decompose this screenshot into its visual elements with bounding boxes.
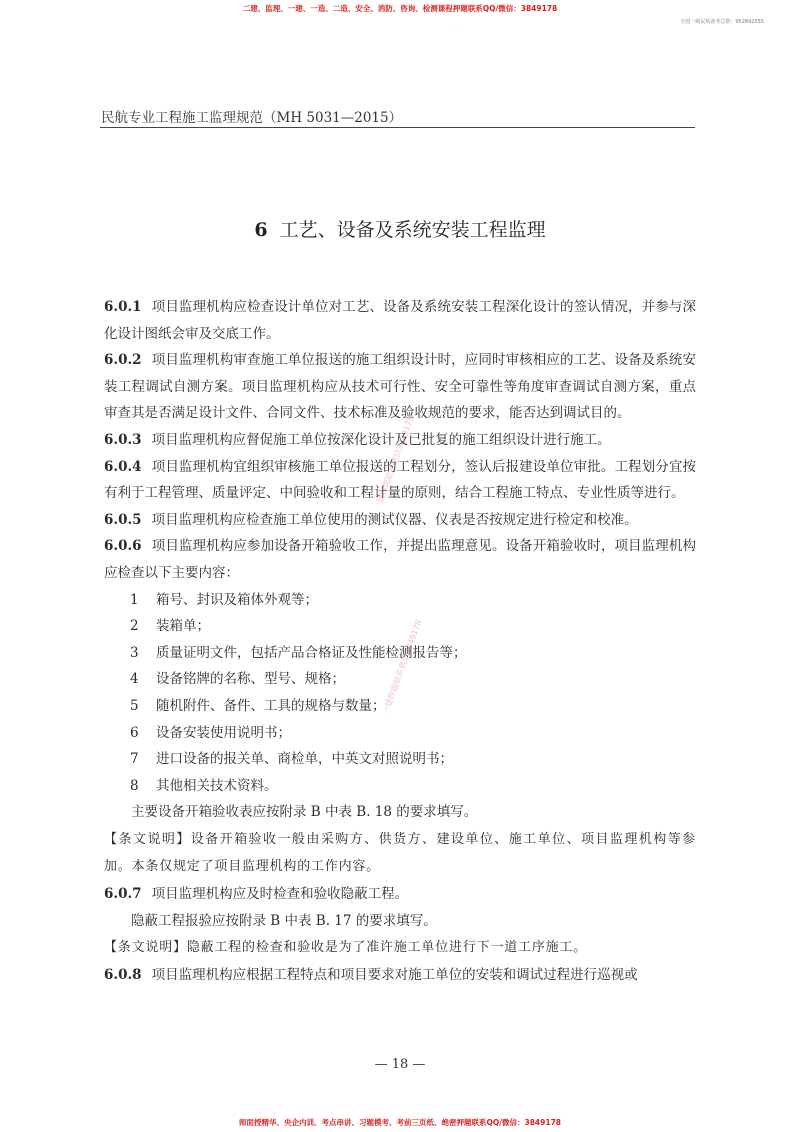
- list-item-text: 其他相关技术资料。: [156, 777, 278, 794]
- list-item-number: 3: [130, 644, 139, 661]
- clause-number: 6.0.6: [104, 538, 142, 555]
- chapter-number: 6: [254, 219, 268, 241]
- list-item: [104, 773, 696, 800]
- clause-note-6-0-6: [104, 826, 696, 881]
- body-text: [104, 294, 696, 988]
- list-item-text: 进口设备的报关单、商检单，中英文对照说明书；: [156, 751, 453, 768]
- list-item-number: 6: [130, 724, 139, 741]
- note-text: 设备开箱验收一般由采购方、供货方、建设单位、施工单位、项目监理机构等参加。本条仅规定了项目监理机构的工作内容。: [104, 831, 696, 875]
- clause-note-6-0-7: [104, 934, 696, 962]
- list-item-number: 2: [130, 618, 139, 635]
- list-item-text: 箱号、封识及箱体外观等；: [156, 591, 318, 608]
- clause-number: 6.0.2: [104, 352, 142, 369]
- table-reference-b18: 主要设备开箱验收表应按附录 B 中表 B. 18 的要求填写。: [131, 804, 478, 821]
- list-item: [104, 746, 696, 773]
- watermark: 一建押题联系微信3849178: [372, 414, 416, 512]
- running-header: 民航专业工程施工监理规范（MH 5031—2015）: [101, 110, 403, 126]
- chapter-title-text: 工艺、设备及系统安装工程监理: [279, 219, 546, 241]
- clause-text: 项目监理机构应检查施工单位使用的测试仪器、仪表是否按规定进行检定和校准。: [151, 511, 638, 528]
- clause-6-0-7: [104, 881, 696, 908]
- table-reference-b17: 隐蔽工程报验应按附录 B 中表 B. 17 的要求填写。: [131, 912, 437, 929]
- top-right-note: 全国一级民航备考总群：952842555: [680, 19, 764, 25]
- list-item-number: 1: [130, 591, 139, 608]
- list-item-text: 质量证明文件，包括产品合格证及性能检测报告等；: [156, 644, 467, 661]
- clause-text: 项目监理机构应根据工程特点和项目要求对施工单位的安装和调试过程进行巡视或: [151, 966, 638, 983]
- list-item-text: 装箱单；: [156, 618, 210, 635]
- list-item-number: 5: [130, 697, 139, 714]
- chapter-title: [0, 215, 800, 242]
- list-item-text: 设备铭牌的名称、型号、规格；: [156, 671, 345, 688]
- clause-number: 6.0.5: [104, 511, 142, 528]
- note-label: 【条文说明】: [104, 831, 191, 847]
- note-text: 隐蔽工程的检查和验收是为了准许施工单位进行下一道工序施工。: [186, 940, 588, 956]
- clause-number: 6.0.8: [104, 966, 142, 983]
- clause-text: 项目监理机构应及时检查和验收隐蔽工程。: [151, 886, 409, 903]
- clause-number: 6.0.1: [104, 299, 142, 315]
- clause-text: 项目监理机构应督促施工单位按深化设计及已批复的施工组织设计进行施工。: [151, 431, 611, 448]
- bottom-banner: 师面授精华、央企内训、考点串讲、习题模考、考前三页纸、绝密押题联系QQ/微信：3849178: [238, 1118, 562, 1127]
- clause-text: 项目监理机构宜组织审核施工单位报送的工程划分，签认后报建设单位审批。工程划分宜按有利于工程管理、质量评定、中间验收和工程计量的原则，结合工程施工特点、专业性质等进行。: [104, 458, 696, 502]
- list-item: [104, 587, 696, 614]
- top-banner: 二建、监理、一建、一造、二造、安全、消防、咨询、检测课程押题联系QQ/微信：3849178: [242, 4, 558, 13]
- clause-number: 6.0.7: [104, 886, 142, 903]
- list-item-text: 随机附件、备件、工具的规格与数量；: [156, 697, 386, 714]
- page-number: — 18 —: [374, 1057, 426, 1072]
- clause-number: 6.0.3: [104, 431, 142, 448]
- list-item: [104, 720, 696, 747]
- clause-6-0-5: [104, 507, 696, 534]
- list-item: [104, 693, 696, 720]
- clause-6-0-8: [104, 962, 696, 989]
- list-item-number: 7: [130, 751, 139, 768]
- clause-text: 项目监理机构应参加设备开箱验收工作，并提出监理意见。设备开箱验收时，项目监理机构应检查以下主要内容：: [104, 538, 696, 581]
- list-item-number: 4: [130, 671, 139, 688]
- clause-6-0-6: [104, 533, 696, 586]
- note-label: 【条文说明】: [104, 940, 187, 956]
- clause-text: 项目监理机构审查施工单位报送的施工组织设计时，应同时审核相应的工艺、设备及系统安装工程调试自测方案。项目监理机构应从技术可行性、安全可靠性等角度审查调试自测方案，重点审查其是否满足设计文件、合同文件、技术标准及验收规范的要求，能否达到调试目的。: [104, 352, 696, 422]
- list-item-number: 8: [130, 777, 139, 794]
- header-rule: [100, 127, 695, 128]
- clause-6-0-2: [104, 347, 696, 427]
- clause-6-0-1: [104, 294, 696, 347]
- clause-number: 6.0.4: [104, 458, 142, 475]
- list-item-text: 设备安装使用说明书；: [156, 724, 291, 741]
- clause-text: 项目监理机构应检查设计单位对工艺、设备及系统安装工程深化设计的签认情况，并参与深化设计图纸会审及交底工作。: [104, 299, 696, 342]
- watermark: 一建押题联系微信3849178: [380, 618, 424, 716]
- list-item: [104, 613, 696, 640]
